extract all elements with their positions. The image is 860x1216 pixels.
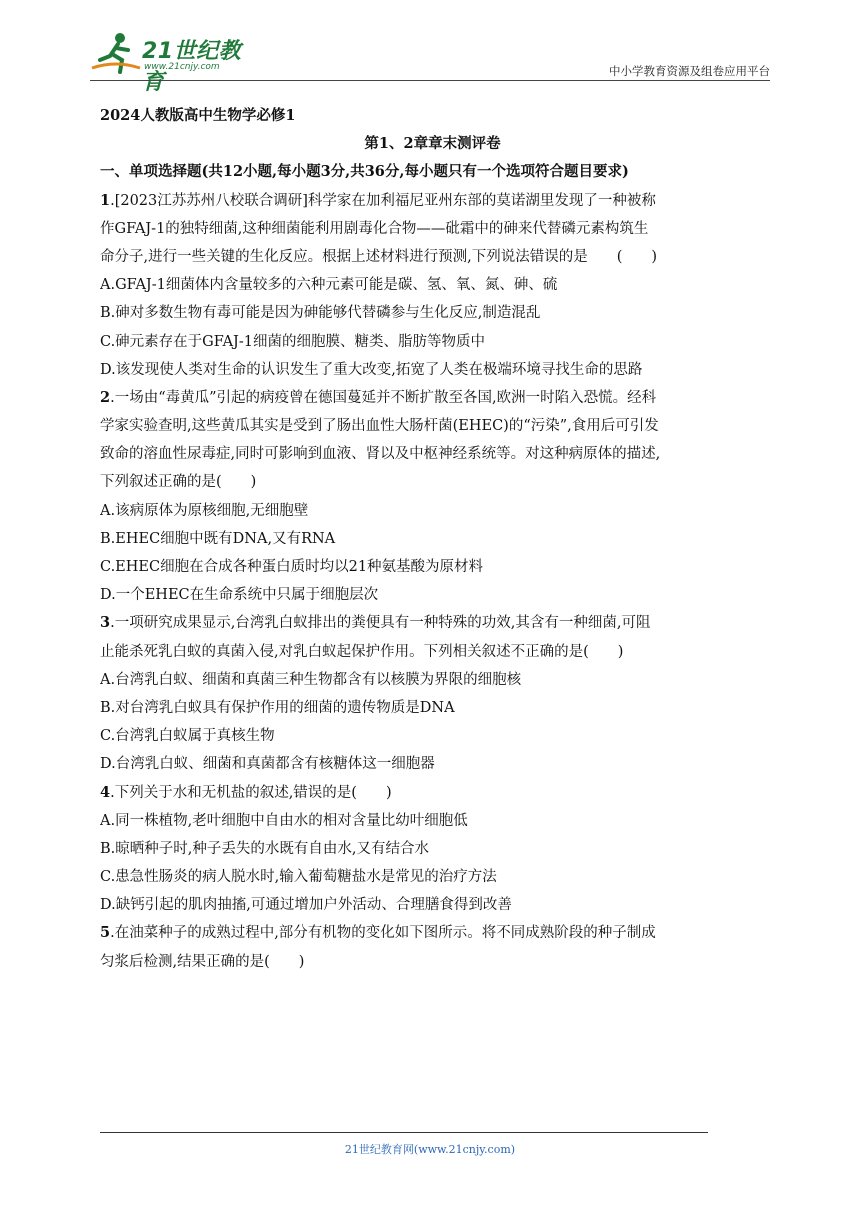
answer-option: B.EHEC细胞中既有DNA,又有RNA (100, 530, 336, 547)
doc-title: 2024人教版高中生物学必修1 (100, 107, 296, 124)
question-text: 作GFAJ-1的独特细菌,这种细菌能利用剧毒化合物——砒霜中的砷来代替磷元素构筑生 (100, 220, 649, 237)
question-text: 止能杀死乳白蚁的真菌入侵,对乳白蚁起保护作用。下列相关叙述不正确的是( ) (100, 643, 624, 660)
section-title: 一、单项选择题(共12小题,每小题3分,共36分,每小题只有一个选项符合题目要求) (100, 163, 629, 181)
answer-option: B.砷对多数生物有毒可能是因为砷能够代替磷参与生化反应,制造混乱 (100, 305, 541, 322)
question-stem-line (100, 948, 765, 976)
question-number: 2 (100, 388, 111, 406)
question-3 (100, 609, 765, 778)
answer-option: D.一个EHEC在生命系统中只属于细胞层次 (100, 587, 379, 604)
exam-content (100, 102, 765, 976)
question-number: 4 (100, 783, 111, 801)
answer-option: D.该发现使人类对生命的认识发生了重大改变,拓宽了人类在极端环境寻找生命的思路 (100, 361, 643, 378)
question-number: 3 (100, 614, 111, 632)
question-5 (100, 919, 765, 975)
question-stem-line (100, 919, 765, 947)
footer-divider (100, 1132, 708, 1133)
answer-option: C.砷元素存在于GFAJ-1细菌的细胞膜、糖类、脂肪等物质中 (100, 333, 485, 350)
page-header (90, 30, 770, 95)
answer-option: A.同一株植物,老叶细胞中自由水的相对含量比幼叶细胞低 (100, 812, 468, 829)
question-text: 匀浆后检测,结果正确的是( ) (100, 953, 305, 970)
question-4 (100, 779, 765, 920)
question-number: 5 (100, 924, 111, 942)
answer-option: A.台湾乳白蚁、细菌和真菌三种生物都含有以核膜为界限的细胞核 (100, 671, 522, 688)
logo-text: 21世纪教育 (142, 39, 242, 95)
question-1 (100, 187, 765, 384)
answer-option: B.对台湾乳白蚁具有保护作用的细菌的遗传物质是DNA (100, 699, 455, 716)
question-list (100, 187, 765, 976)
question-stem-line (100, 468, 765, 496)
question-text: 学家实验查明,这些黄瓜其实是受到了肠出血性大肠杆菌(EHEC)的“污染”,食用后可引发 (100, 418, 659, 435)
question-number: 1 (100, 191, 111, 209)
answer-option: D.缺钙引起的肌肉抽搐,可通过增加户外活动、合理膳食得到改善 (100, 897, 512, 914)
question-stem-line (100, 609, 765, 637)
question-stem-line (100, 779, 765, 807)
answer-option: B.晾晒种子时,种子丢失的水既有自由水,又有结合水 (100, 840, 429, 857)
logo-url: www.21cnjy.com (144, 62, 220, 72)
question-stem-line (100, 412, 765, 440)
answer-option: C.台湾乳白蚁属于真核生物 (100, 728, 275, 745)
question-text: .一项研究成果显示,台湾乳白蚁排出的粪便具有一种特殊的功效,其含有一种细菌,可阻 (110, 615, 651, 632)
answer-option: A.GFAJ-1细菌体内含量较多的六种元素可能是碳、氢、氧、氮、砷、硫 (100, 277, 558, 294)
question-text: .一场由“毒黄瓜”引起的病疫曾在德国蔓延并不断扩散至各国,欧洲一时陷入恐慌。经科 (110, 389, 657, 406)
question-stem-line (100, 384, 765, 412)
question-text: 致命的溶血性尿毒症,同时可影响到血液、肾以及中枢神经系统等。对这种病原体的描述, (100, 446, 661, 463)
header-divider (90, 80, 770, 81)
answer-option: A.该病原体为原核细胞,无细胞壁 (100, 502, 309, 519)
answer-option: C.患急性肠炎的病人脱水时,输入葡萄糖盐水是常见的治疗方法 (100, 869, 497, 886)
question-stem-line (100, 243, 765, 271)
question-stem-line (100, 440, 765, 468)
question-text: .下列关于水和无机盐的叙述,错误的是( ) (110, 784, 392, 801)
platform-name: 中小学教育资源及组卷应用平台 (609, 64, 770, 78)
answer-option: D.台湾乳白蚁、细菌和真菌都含有核糖体这一细胞器 (100, 756, 435, 773)
question-stem-line (100, 638, 765, 666)
question-stem-line (100, 215, 765, 243)
question-text: .在油菜种子的成熟过程中,部分有机物的变化如下图所示。将不同成熟阶段的种子制成 (110, 925, 656, 942)
question-text: .[2023江苏苏州八校联合调研]科学家在加利福尼亚州东部的莫诺湖里发现了一种被称 (110, 192, 656, 209)
question-text: 命分子,进行一些关键的生化反应。根据上述材料进行预测,下列说法错误的是 ( ) (100, 248, 658, 265)
footer-text: 21世纪教育网(www.21cnjy.com) (344, 1143, 516, 1156)
question-2 (100, 384, 765, 610)
runner-logo-icon (90, 30, 142, 78)
question-text: 下列叙述正确的是( ) (100, 474, 257, 491)
logo (90, 30, 260, 95)
exam-title: 第1、2章章末测评卷 (364, 135, 501, 153)
question-stem-line (100, 187, 765, 215)
answer-option: C.EHEC细胞在合成各种蛋白质时均以21种氨基酸为原材料 (100, 559, 484, 575)
